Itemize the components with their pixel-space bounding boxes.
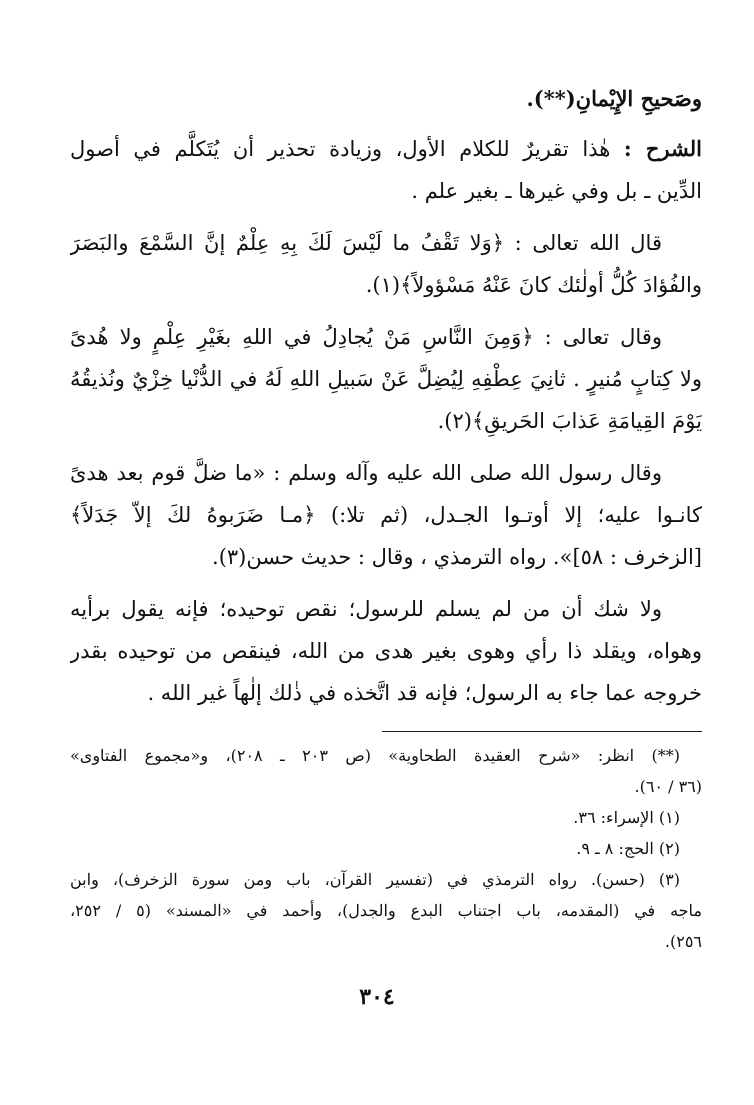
footnote-line: (٣) (حسن). رواه الترمذي في (تفسير القرآن، باب ومن سورة الزخرف)، وابن xyxy=(70,870,680,889)
text-line: ولا كِتابٍ مُنيرٍ . ثانِيَ عِطْفِهِ لِيُضِلَّ عَنْ سَبيلِ اللهِ لَهُ في الدُّنْيا خِزْيٌ ونُذيقُهُ xyxy=(70,367,702,391)
text-line: الشرح : هٰذا تقريرٌ للكلام الأول، وزيادة تحذير أن يُتَكلَّم في أصول xyxy=(70,136,702,161)
text-line: ولا شك أن من لم يسلم للرسول؛ نقص توحيده؛ فإنه يقول برأيه xyxy=(70,597,662,621)
text-line: الدِّين ـ بل وفي غيرها ـ بغير علم . xyxy=(411,179,702,203)
page-number: ٣٠٤ xyxy=(359,984,395,1010)
text-line: يَوْمَ القِيامَةِ عَذابَ الحَريقِ﴾(٢). xyxy=(437,409,702,433)
text-line: وهواه، ويقلد ذا رأي وهوى بغير هدى من الله، فينقص من توحيده بقدر xyxy=(70,639,702,663)
footnote-line: ماجه في (المقدمه، باب اجتناب البدع والجدل)، وأحمد في «المسند» (٥ / ٢٥٢، xyxy=(70,901,702,920)
text-line: وقال رسول الله صلى الله عليه وآله وسلم : «ما ضلَّ قوم بعد هدىً xyxy=(70,461,662,485)
paragraph-quran-2 xyxy=(70,316,702,442)
text-line: كانـوا عليه؛ إلا أوتـوا الجـدل، (ثم تلا:) ﴿مـا ضَرَبوهُ لكَ إلاّ جَدَلاً﴾ xyxy=(70,503,702,527)
footnote-line: ٢٥٦). xyxy=(664,932,702,951)
text-line: قال الله تعالى : ﴿وَلا تَقْفُ ما لَيْسَ لَكَ بِهِ عِلْمٌ إنَّ السَّمْعَ والبَصَرَ xyxy=(70,231,662,255)
footnotes xyxy=(70,740,702,957)
footnote-divider xyxy=(382,731,702,732)
footnote-line: (**) انظر: «شرح العقيدة الطحاوية» (ص ٢٠٣ ـ ٢٠٨)، و«مجموع الفتاوى» xyxy=(70,746,680,765)
footnote-line: (٣٦ / ٦٠). xyxy=(634,777,702,796)
paragraph-sharh xyxy=(70,128,702,212)
text-line: وقال تعالى : ﴿وَمِنَ النَّاسِ مَنْ يُجادِلُ في اللهِ بغَيْرِ عِلْمٍ ولا هُدىً xyxy=(70,325,662,349)
paragraph-quran-1 xyxy=(70,222,702,306)
footnote-line: (٢) الحج: ٨ ـ ٩. xyxy=(576,839,680,858)
text-line: خروجه عما جاء به الرسول؛ فإنه قد اتَّخذه في ذٰلك إلٰهاً غير الله . xyxy=(147,681,702,705)
paragraph-tawhid xyxy=(70,588,702,714)
footnote-line: (١) الإسراء: ٣٦. xyxy=(573,808,680,827)
sharh-label: الشرح : xyxy=(623,136,702,161)
text-line: والفُؤادَ كُلُّ أولٰئك كانَ عَنْهُ مَسْؤولاً﴾(١). xyxy=(365,273,702,297)
text-line: [الزخرف : ٥٨]». رواه الترمذي ، وقال : حديث حسن(٣). xyxy=(212,545,702,569)
main-text xyxy=(70,78,702,724)
heading-continuation: وصَحيحِ الإِيْمانِ(**). xyxy=(526,86,702,111)
paragraph-hadith xyxy=(70,452,702,578)
